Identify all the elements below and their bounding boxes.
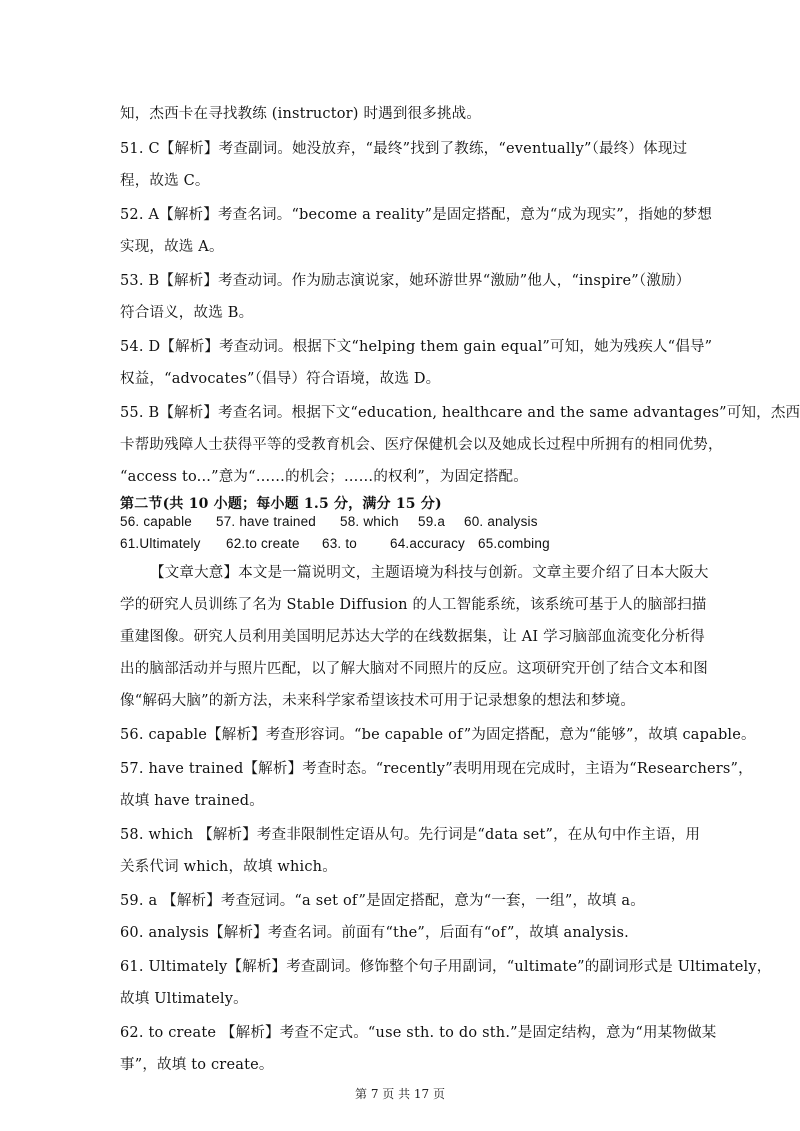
explanation-line: 57. have trained【解析】考查时态。“recently”表明用现在完成时，主语为“Researchers”，	[120, 761, 753, 777]
answer-item: 57. have trained	[216, 514, 317, 529]
answer-item: 58. which	[340, 514, 399, 529]
explanation-line: 60. analysis【解析】考查名词。前面有“the”，后面有“of”，故填 analysis.	[120, 925, 629, 941]
answer-row-2	[120, 536, 690, 551]
answer-item: 59.a	[418, 514, 446, 529]
explanation-line: 故填 Ultimately。	[120, 991, 248, 1007]
text-line: 实现，故选 A。	[120, 239, 224, 255]
summary-line: 学的研究人员训练了名为 Stable Diffusion 的人工智能系统，该系统可基于人的脑部扫描	[120, 597, 707, 613]
explanation-line: 关系代词 which，故填 which。	[120, 859, 337, 875]
explanation-line: 62. to create 【解析】考查不定式。“use sth. to do sth.”是固定结构，意为“用某物做某	[120, 1025, 717, 1041]
explanation-line: 事”，故填 to create。	[120, 1057, 274, 1073]
summary-line: 【文章大意】本文是一篇说明文，主题语境为科技与创新。文章主要介绍了日本大阪大	[150, 565, 709, 581]
text-line: 55. B【解析】考查名词。根据下文“education, healthcare and the same advantages”可知，杰西	[120, 405, 800, 421]
answer-item: 64.accuracy	[390, 536, 465, 551]
summary-line: 出的脑部活动并与照片匹配，以了解大脑对不同照片的反应。这项研究开创了结合文本和图	[120, 661, 708, 677]
text-line: 52. A【解析】考查名词。“become a reality”是固定搭配，意为“成为现实”，指她的梦想	[120, 207, 713, 223]
explanation-line: 61. Ultimately【解析】考查副词。修饰整个句子用副词，“ultimate”的副词形式是 Ultimately，	[120, 959, 772, 975]
text-line: 程，故选 C。	[120, 173, 210, 189]
text-line: 符合语义，故选 B。	[120, 305, 254, 321]
text-line: 权益，“advocates”（倡导）符合语境，故选 D。	[120, 371, 441, 387]
text-line: “access to...”意为“……的机会；……的权利”，为固定搭配。	[120, 469, 528, 485]
text-line: 知，杰西卡在寻找教练 (instructor) 时遇到很多挑战。	[120, 106, 482, 122]
answer-item: 60. analysis	[464, 514, 538, 529]
section-heading: 第二节(共 10 小题；每小题 1.5 分，满分 15 分)	[120, 496, 442, 512]
answer-item: 61.Ultimately	[120, 536, 201, 551]
answer-item: 62.to create	[226, 536, 300, 551]
answer-item: 65.combing	[478, 536, 550, 551]
explanation-line: 56. capable【解析】考查形容词。“be capable of”为固定搭配，意为“能够”，故填 capable。	[120, 727, 756, 743]
explanation-line: 59. a 【解析】考查冠词。“a set of”是固定搭配，意为“一套，一组”，故填 a。	[120, 893, 645, 909]
explanation-line: 故填 have trained。	[120, 793, 264, 809]
summary-line: 像“解码大脑”的新方法，未来科学家希望该技术可用于记录想象的想法和梦境。	[120, 693, 636, 709]
text-line: 卡帮助残障人士获得平等的受教育机会、医疗保健机会以及她成长过程中所拥有的相同优势，	[120, 437, 723, 453]
explanation-line: 58. which 【解析】考查非限制性定语从句。先行词是“data set”，在从句中作主语，用	[120, 827, 701, 843]
page-number: 第 7 页 共 17 页	[355, 1087, 445, 1101]
text-line: 54. D【解析】考查动词。根据下文“helping them gain equal”可知，她为残疾人“倡导”	[120, 339, 713, 355]
summary-line: 重建图像。研究人员利用美国明尼苏达大学的在线数据集，让 AI 学习脑部血流变化分析得	[120, 629, 705, 645]
answer-item: 56. capable	[120, 514, 193, 529]
answer-row-1	[120, 514, 690, 529]
answer-item: 63. to	[322, 536, 357, 551]
text-line: 51. C【解析】考查副词。她没放弃，“最终”找到了教练，“eventually”（最终）体现过	[120, 141, 688, 157]
text-line: 53. B【解析】考查动词。作为励志演说家，她环游世界“激励”他人，“inspire”（激励）	[120, 273, 691, 289]
